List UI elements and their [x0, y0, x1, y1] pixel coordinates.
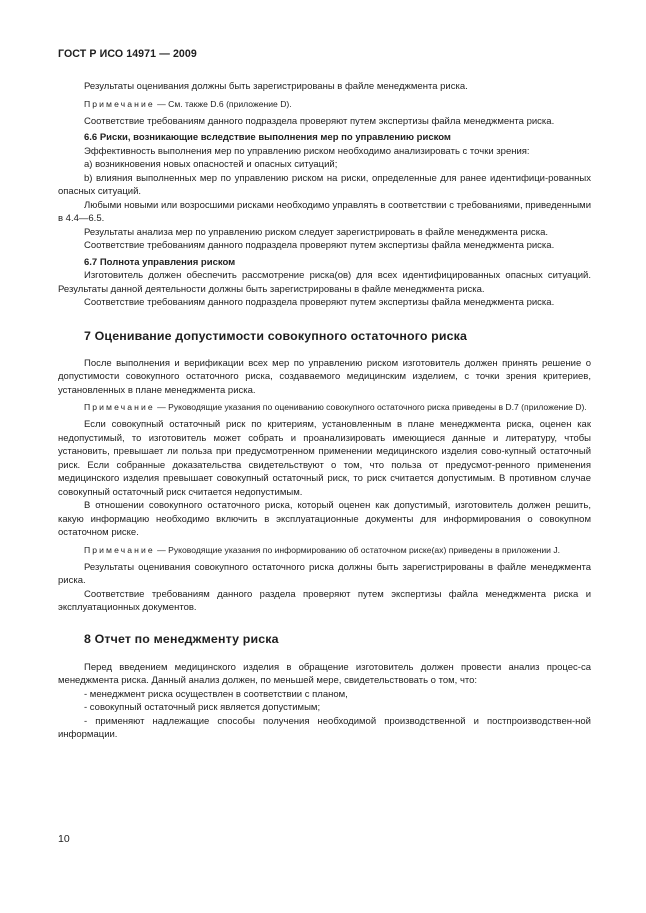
- paragraph: Изготовитель должен обеспечить рассмотрение риска(ов) для всех идентифицированных опасных ситуаций. Результаты данной деятельности должны быть зарегистрированы в файле менеджмента риска.: [58, 270, 591, 295]
- paragraph: Любыми новыми или возросшими рисками необходимо управлять в соответствии с требованиями, приведенными в 4.4—6.5.: [58, 199, 591, 224]
- note-text: — Руководящие указания по оцениванию совокупного остаточного риска приведены в D.7 (приложение D).: [154, 402, 587, 412]
- section-heading-7: 7 Оценивание допустимости совокупного остаточного риска: [84, 328, 468, 343]
- note: [58, 98, 591, 111]
- paragraph: Соответствие требованиям данного подраздела проверяют путем экспертизы файла менеджмента риска.: [84, 297, 555, 308]
- paragraph: Если совокупный остаточный риск по критериям, установленным в плане менеджмента риска, оценен как недопустимый, то изготовитель может собрать и проанализировать имеющиеся данные и литературу, чтобы установить, превышает ли польза при предусмотренном применении медицинского изделия сово-купный остаточный риск. Если собранные доказательства свидетельствуют о том, что польза от предусмот-ренного применения медицинского изделия превышает совокупный остаточный риск, то риск считается допустимым. В противном случае совокупный остаточный риск считается недопустимым.: [58, 419, 591, 498]
- subsection-heading-6-7: 6.7 Полнота управления риском: [84, 256, 236, 268]
- note-label: Примечание: [84, 98, 155, 109]
- paragraph: Результаты анализа мер по управлению риском следует зарегистрировать в файле менеджмента риска.: [84, 226, 549, 238]
- list-item: a) возникновения новых опасностей и опасных ситуаций;: [84, 159, 338, 170]
- note-text: — Руководящие указания по информированию об остаточном риске(ах) приведены в приложении J.: [154, 544, 561, 555]
- paragraph: Результаты оценивания должны быть зарегистрированы в файле менеджмента риска.: [84, 81, 468, 92]
- section-heading-8: 8 Отчет по менеджменту риска: [84, 631, 279, 646]
- paragraph: Соответствие требованиям данного раздела проверяют путем экспертизы файла менеджмента риска и эксплуатационных документов.: [58, 588, 591, 613]
- bullet-list: [58, 688, 591, 742]
- page-header: ГОСТ Р ИСО 14971 — 2009: [58, 48, 197, 60]
- note-text: — См. также D.6 (приложение D).: [154, 98, 292, 109]
- note-label: Примечание: [84, 402, 155, 412]
- list-item: b) влияния выполненных мер по управлению риском на риски, определенные для ранее идентифици-рованных опасных ситуаций.: [58, 172, 591, 197]
- paragraph: Соответствие требованиям данного подраздела проверяют путем экспертизы файла менеджмента риска.: [84, 115, 555, 127]
- paragraph: После выполнения и верификации всех мер по управлению риском изготовитель должен принять решение о допустимости совокупного остаточного риска, создаваемого медицинским изделием, с точки зрения критериев, установленных в плане менеджмента риска.: [58, 357, 591, 396]
- paragraph: Эффективность выполнения мер по управлению риском необходимо анализировать с точки зрения:: [84, 145, 530, 157]
- list-item: - менеджмент риска осуществлен в соответствии с планом,: [84, 688, 348, 700]
- note: [58, 401, 591, 414]
- paragraph: В отношении совокупного остаточного риска, который оценен как допустимый, изготовитель должен решить, какую информацию необходимо включить в эксплуатационные документы для информирования о совокупном остаточном риске.: [58, 500, 591, 538]
- list-item: - совокупный остаточный риск является допустимым;: [84, 702, 321, 713]
- note: [58, 544, 591, 557]
- list-item: - применяют надлежащие способы получения необходимой производственной и постпроизводствен-ной информации.: [58, 715, 591, 740]
- paragraph: Соответствие требованиям данного подраздела проверяют путем экспертизы файла менеджмента риска.: [84, 240, 555, 251]
- paragraph: Перед введением медицинского изделия в обращение изготовитель должен провести анализ процес-са менеджмента риска. Данный анализ должен, по меньшей мере, свидетельствовать о том, что:: [58, 661, 591, 686]
- paragraph: Результаты оценивания совокупного остаточного риска должны быть зарегистрированы в файле менеджмента риска.: [58, 561, 591, 586]
- subsection-heading-6-6: 6.6 Риски, возникающие вследствие выполнения мер по управлению риском: [84, 132, 451, 143]
- page-number: 10: [58, 833, 70, 845]
- page-content: [58, 80, 591, 742]
- note-label: Примечание: [84, 544, 155, 555]
